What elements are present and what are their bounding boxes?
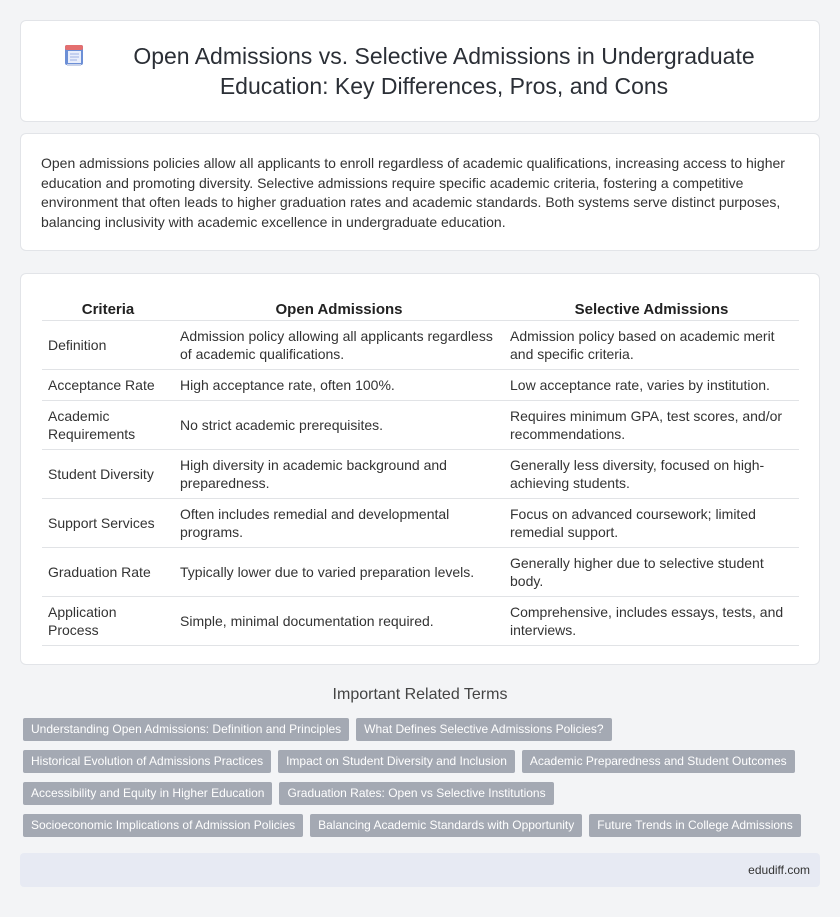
selective-cell: Requires minimum GPA, test scores, and/or recommendations. xyxy=(504,400,799,449)
tag-row xyxy=(23,750,823,773)
selective-cell: Focus on advanced coursework; limited remedial support. xyxy=(504,498,799,547)
tag-link[interactable]: Accessibility and Equity in Higher Education xyxy=(23,782,272,805)
tag-link[interactable]: Academic Preparedness and Student Outcomes xyxy=(522,750,795,773)
open-cell: Typically lower due to varied preparation levels. xyxy=(174,547,504,596)
tag-link[interactable]: Balancing Academic Standards with Opportunity xyxy=(310,814,582,837)
criteria-cell: Graduation Rate xyxy=(42,547,174,596)
open-cell: Admission policy allowing all applicants regardless of academic qualifications. xyxy=(174,320,504,369)
selective-cell: Admission policy based on academic merit and specific criteria. xyxy=(504,320,799,369)
criteria-cell: Acceptance Rate xyxy=(42,369,174,400)
title-card xyxy=(20,20,820,122)
selective-cell: Generally less diversity, focused on high-achieving students. xyxy=(504,449,799,498)
header-open-admissions: Open Admissions xyxy=(174,294,504,320)
table-row xyxy=(42,498,799,547)
page-title: Open Admissions vs. Selective Admissions in Undergraduate Education: Key Differences, Pros, and Cons xyxy=(133,43,755,99)
footer-site-link[interactable]: edudiff.com xyxy=(748,863,810,877)
intro-card xyxy=(20,133,820,251)
table-header-row xyxy=(42,294,799,320)
tag-link[interactable]: Socioeconomic Implications of Admission Policies xyxy=(23,814,303,837)
table-row xyxy=(42,369,799,400)
related-terms-tags xyxy=(23,718,823,846)
selective-cell: Generally higher due to selective student body. xyxy=(504,547,799,596)
selective-cell: Low acceptance rate, varies by institution. xyxy=(504,369,799,400)
tag-row xyxy=(23,814,823,837)
tag-link[interactable]: What Defines Selective Admissions Policies? xyxy=(356,718,611,741)
table-row xyxy=(42,596,799,645)
criteria-cell: Academic Requirements xyxy=(42,400,174,449)
criteria-cell: Support Services xyxy=(42,498,174,547)
open-cell: High diversity in academic background and preparedness. xyxy=(174,449,504,498)
open-cell: Simple, minimal documentation required. xyxy=(174,596,504,645)
book-icon xyxy=(61,42,87,68)
tag-link[interactable]: Graduation Rates: Open vs Selective Institutions xyxy=(279,782,553,805)
header-criteria: Criteria xyxy=(42,294,174,320)
tag-row xyxy=(23,718,823,741)
related-terms-title: Important Related Terms xyxy=(332,686,508,703)
open-cell: Often includes remedial and developmental programs. xyxy=(174,498,504,547)
table-row xyxy=(42,449,799,498)
intro-text: Open admissions policies allow all applicants to enroll regardless of academic qualifications, increasing access to higher education and promoting diversity. Selective admissions require specific academic criteria, fostering a competitive environment that often leads to higher graduation rates and academic standards. Both systems serve distinct purposes, balancing inclusivity with academic excellence in undergraduate education. xyxy=(41,155,785,230)
comparison-table xyxy=(42,294,799,646)
tag-row xyxy=(23,782,823,805)
tag-link[interactable]: Future Trends in College Admissions xyxy=(589,814,800,837)
comparison-table-card xyxy=(20,273,820,665)
open-cell: High acceptance rate, often 100%. xyxy=(174,369,504,400)
open-cell: No strict academic prerequisites. xyxy=(174,400,504,449)
criteria-cell: Student Diversity xyxy=(42,449,174,498)
tag-link[interactable]: Impact on Student Diversity and Inclusion xyxy=(278,750,515,773)
table-row xyxy=(42,547,799,596)
table-row xyxy=(42,320,799,369)
criteria-cell: Definition xyxy=(42,320,174,369)
criteria-cell: Application Process xyxy=(42,596,174,645)
header-selective-admissions: Selective Admissions xyxy=(504,294,799,320)
table-row xyxy=(42,400,799,449)
selective-cell: Comprehensive, includes essays, tests, and interviews. xyxy=(504,596,799,645)
tag-link[interactable]: Historical Evolution of Admissions Practices xyxy=(23,750,271,773)
footer xyxy=(20,853,820,887)
tag-link[interactable]: Understanding Open Admissions: Definition and Principles xyxy=(23,718,349,741)
